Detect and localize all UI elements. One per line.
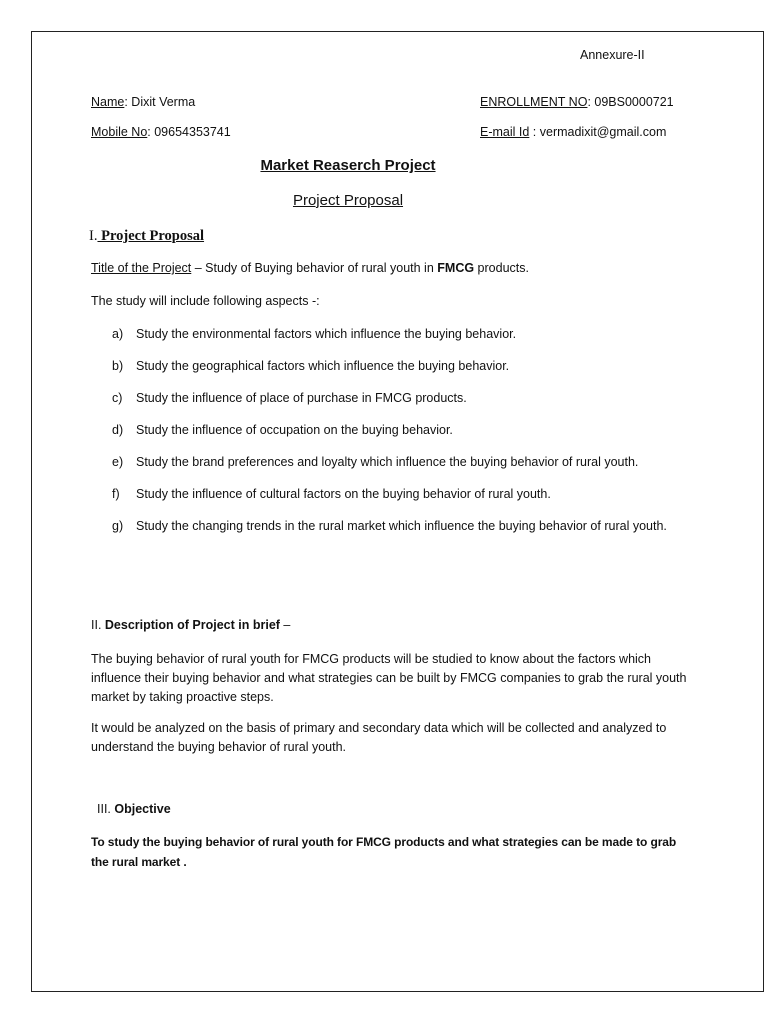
list-item <box>112 485 672 504</box>
description-paragraph-2: It would be analyzed on the basis of primary and secondary data which will be collected and analyzed to understand the buying behavior of rural youth. <box>91 721 667 754</box>
list-item-text: Study the changing trends in the rural market which influence the buying behavior of rural youth. <box>136 519 667 533</box>
list-item <box>112 517 672 536</box>
list-item <box>112 357 672 376</box>
list-item-text: Study the influence of occupation on the buying behavior. <box>136 423 453 437</box>
enrollment-label: ENROLLMENT NO <box>480 95 588 109</box>
list-marker: c) <box>112 391 123 405</box>
enrollment-value: : 09BS0000721 <box>587 95 674 109</box>
section-1-heading <box>89 228 204 245</box>
section-2-title: Description of Project in brief <box>104 618 280 632</box>
mobile-field <box>91 125 231 139</box>
list-item <box>112 389 672 408</box>
mobile-value: : 09654353741 <box>147 125 231 139</box>
mobile-label: Mobile No <box>91 125 148 139</box>
list-item-text: Study the brand preferences and loyalty which influence the buying behavior of rural youth. <box>136 455 639 469</box>
list-item-text: Study the geographical factors which influence the buying behavior. <box>136 359 510 373</box>
annexure-label: Annexure-II <box>580 48 645 62</box>
list-marker: e) <box>112 455 124 469</box>
project-title-label: Title of the Project <box>91 261 192 275</box>
list-item <box>112 325 672 344</box>
document-subtitle: Project Proposal <box>292 192 404 209</box>
project-title-line <box>91 261 529 275</box>
project-title-bold: FMCG <box>437 261 475 275</box>
list-item-text: Study the environmental factors which influence the buying behavior. <box>136 327 517 341</box>
email-label: E-mail Id <box>480 125 530 139</box>
list-marker: g) <box>112 519 124 533</box>
section-3-title: Objective <box>114 802 171 816</box>
section-3-numeral: III. <box>97 802 115 816</box>
section-2-heading <box>91 618 290 632</box>
list-item-text: Study the influence of cultural factors on the buying behavior of rural youth. <box>136 487 551 501</box>
section-2-dash: – <box>279 618 291 632</box>
list-item <box>112 421 672 440</box>
name-label: Name <box>91 95 125 109</box>
list-item <box>112 453 672 472</box>
section-2-numeral: II. <box>91 618 105 632</box>
list-item-text: Study the influence of place of purchase in FMCG products. <box>136 391 467 405</box>
list-marker: b) <box>112 359 124 373</box>
email-field <box>480 125 666 139</box>
aspects-list <box>112 325 672 536</box>
list-marker: f) <box>112 487 120 501</box>
project-title-tail: products. <box>474 261 529 275</box>
section-1-numeral: I. <box>89 228 98 244</box>
section-3-heading <box>97 802 171 816</box>
section-1-title: Project Proposal <box>97 228 205 244</box>
name-field <box>91 95 195 109</box>
document-title: Market Reaserch Project <box>260 157 436 174</box>
name-value: : Dixit Verma <box>124 95 196 109</box>
email-value: : vermadixit@gmail.com <box>529 125 667 139</box>
description-paragraph-1: The buying behavior of rural youth for FMCG products will be studied to know about the factors which influence their buying behavior and what strategies can be built by FMCG companies to grab the rural youth market by taking proactive steps. <box>91 652 687 704</box>
aspects-intro: The study will include following aspects -: <box>91 294 320 308</box>
list-marker: d) <box>112 423 124 437</box>
enrollment-field <box>480 95 674 109</box>
list-marker: a) <box>112 327 124 341</box>
project-title-text: – Study of Buying behavior of rural youth in <box>191 261 438 275</box>
objective-text: To study the buying behavior of rural youth for FMCG products and what strategies can be made to grab the rural market . <box>91 835 677 869</box>
